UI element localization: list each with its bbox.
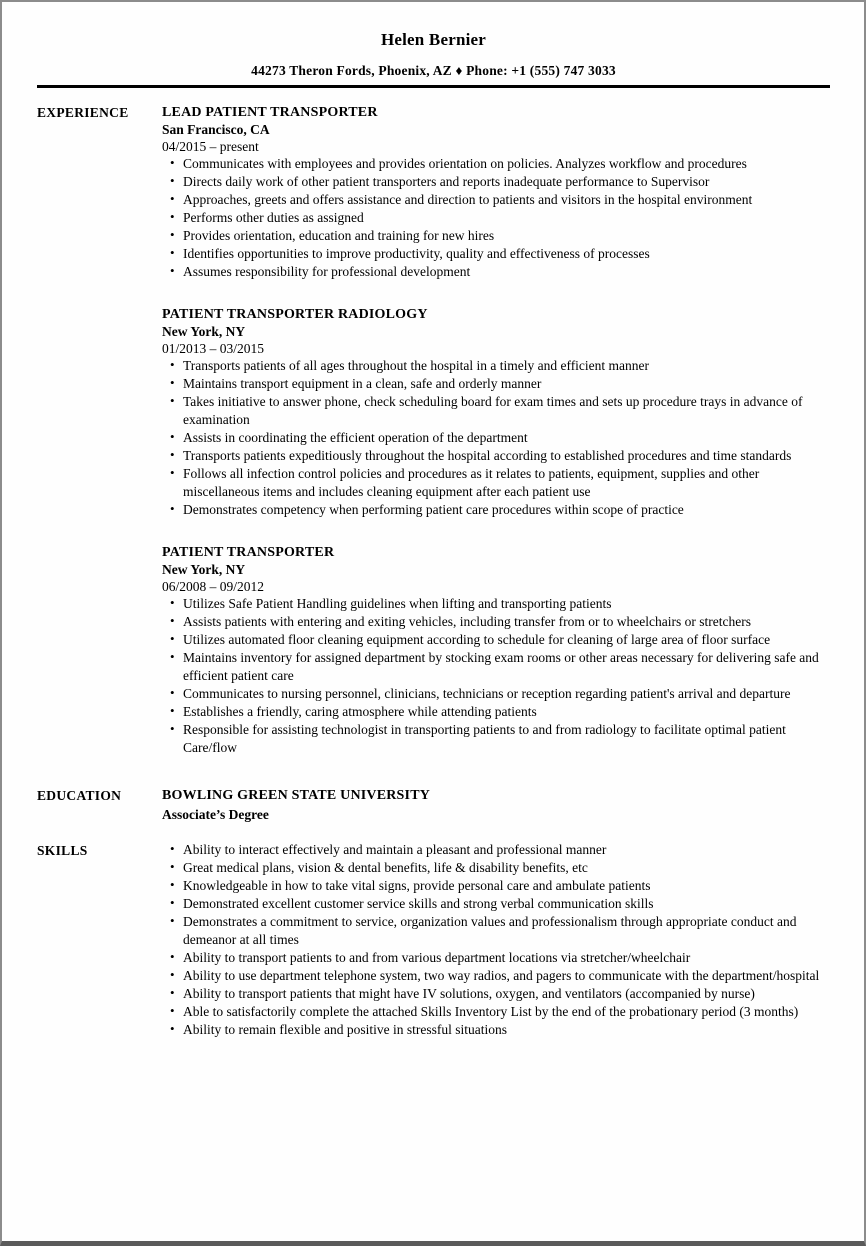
list-item: [162, 501, 830, 519]
bullet-icon: •: [170, 245, 175, 260]
list-item-text: Directs daily work of other patient transporters and reports inadequate performance to Supervisor: [183, 174, 710, 189]
bullet-icon: •: [170, 859, 175, 874]
list-item: [162, 631, 830, 649]
job-dates: 01/2013 – 03/2015: [162, 341, 265, 356]
education-degree: Associate’s Degree: [162, 807, 269, 822]
job-dates: 04/2015 – present: [162, 139, 259, 154]
list-item-text: Knowledgeable in how to take vital signs, provide personal care and ambulate patients: [183, 878, 651, 893]
bullet-icon: •: [170, 465, 175, 480]
list-item: [162, 685, 830, 703]
bullet-icon: •: [170, 1021, 175, 1036]
list-item: [162, 447, 830, 465]
experience-content: [162, 103, 830, 757]
list-item-text: Ability to interact effectively and maintain a pleasant and professional manner: [183, 842, 607, 857]
list-item-text: Transports patients expeditiously throughout the hospital according to established procedures and time standards: [183, 448, 792, 463]
list-item: [162, 985, 830, 1003]
bullet-icon: •: [170, 967, 175, 982]
skills-label: SKILLS: [37, 843, 88, 858]
bullet-icon: •: [170, 501, 175, 516]
bullet-icon: •: [170, 895, 175, 910]
list-item: [162, 191, 830, 209]
list-item-text: Follows all infection control policies and procedures as it relates to patients, equipment, supplies and other miscellaneous items and includes cleaning equipment after each patient use: [183, 466, 760, 499]
bullet-icon: •: [170, 357, 175, 372]
list-item: [162, 465, 830, 501]
bullet-icon: •: [170, 841, 175, 856]
education-school: BOWLING GREEN STATE UNIVERSITY: [162, 788, 431, 803]
job-title: PATIENT TRANSPORTER: [162, 545, 335, 560]
section-education: [37, 786, 830, 824]
list-item-text: Maintains inventory for assigned department by stocking exam rooms or other areas necessary for delivering safe and efficient patient care: [183, 650, 819, 683]
list-item: [162, 357, 830, 375]
list-item-text: Able to satisfactorily complete the attached Skills Inventory List by the end of the probationary period (3 months): [183, 1004, 799, 1019]
bullet-icon: •: [170, 429, 175, 444]
bullet-list: [162, 841, 830, 1039]
list-item: [162, 703, 830, 721]
list-item: [162, 173, 830, 191]
experience-label: EXPERIENCE: [37, 105, 129, 120]
job-title: PATIENT TRANSPORTER RADIOLOGY: [162, 307, 428, 322]
list-item-text: Utilizes automated floor cleaning equipment according to schedule for cleaning of large area of floor surface: [183, 632, 771, 647]
bullet-icon: •: [170, 263, 175, 278]
bullet-icon: •: [170, 595, 175, 610]
bullet-icon: •: [170, 631, 175, 646]
bullet-icon: •: [170, 703, 175, 718]
bullet-icon: •: [170, 685, 175, 700]
list-item: [162, 895, 830, 913]
job-entry: [162, 305, 830, 519]
list-item: [162, 429, 830, 447]
list-item-text: Establishes a friendly, caring atmosphere while attending patients: [183, 704, 537, 719]
bullet-icon: •: [170, 375, 175, 390]
bullet-icon: •: [170, 393, 175, 408]
list-item-text: Ability to transport patients to and from various department locations via stretcher/wheelchair: [183, 950, 691, 965]
list-item: [162, 1021, 830, 1039]
person-name: Helen Bernier: [380, 30, 487, 49]
list-item-text: Ability to remain flexible and positive in stressful situations: [183, 1022, 507, 1037]
bullet-icon: •: [170, 985, 175, 1000]
header-divider: [37, 85, 830, 88]
list-item-text: Maintains transport equipment in a clean, safe and orderly manner: [183, 376, 542, 391]
list-item: [162, 967, 830, 985]
bullet-icon: •: [170, 155, 175, 170]
list-item-text: Demonstrates competency when performing patient care procedures within scope of practice: [183, 502, 684, 517]
list-item: [162, 649, 830, 685]
list-item: [162, 613, 830, 631]
list-item: [162, 209, 830, 227]
list-item-text: Provides orientation, education and training for new hires: [183, 228, 495, 243]
list-item: [162, 393, 830, 429]
list-item-text: Demonstrates a commitment to service, organization values and professionalism through appropriate conduct and demeanor at all times: [183, 914, 797, 947]
job-location: San Francisco, CA: [162, 122, 270, 137]
list-item: [162, 227, 830, 245]
job-entry: [162, 103, 830, 281]
bullet-icon: •: [170, 1003, 175, 1018]
list-item-text: Approaches, greets and offers assistance and direction to patients and visitors in the hospital environment: [183, 192, 753, 207]
job-title: LEAD PATIENT TRANSPORTER: [162, 105, 378, 120]
bullet-list: [162, 357, 830, 519]
education-label: EDUCATION: [37, 788, 122, 803]
list-item: [162, 263, 830, 281]
bullet-icon: •: [170, 721, 175, 736]
list-item: [162, 245, 830, 263]
list-item: [162, 841, 830, 859]
job-location: New York, NY: [162, 562, 246, 577]
list-item: [162, 1003, 830, 1021]
list-item: [162, 913, 830, 949]
job-entry: [162, 543, 830, 757]
bullet-icon: •: [170, 173, 175, 188]
list-item-text: Performs other duties as assigned: [183, 210, 364, 225]
bullet-icon: •: [170, 209, 175, 224]
list-item-text: Transports patients of all ages throughout the hospital in a timely and efficient manner: [183, 358, 650, 373]
skills-content: [162, 841, 830, 1039]
list-item-text: Ability to use department telephone system, two way radios, and pagers to communicate with the department/hospital: [183, 968, 820, 983]
list-item-text: Assists in coordinating the efficient operation of the department: [183, 430, 528, 445]
bullet-icon: •: [170, 613, 175, 628]
list-item: [162, 155, 830, 173]
list-item-text: Great medical plans, vision & dental benefits, life & disability benefits, etc: [183, 860, 588, 875]
bullet-icon: •: [170, 913, 175, 928]
job-dates: 06/2008 – 09/2012: [162, 579, 265, 594]
bullet-icon: •: [170, 949, 175, 964]
education-content: [162, 786, 830, 824]
job-location: New York, NY: [162, 324, 246, 339]
list-item: [162, 877, 830, 895]
list-item-text: Communicates to nursing personnel, clinicians, technicians or reception regarding patient's arrival and departure: [183, 686, 791, 701]
contact-line: 44273 Theron Fords, Phoenix, AZ ♦ Phone: +1 (555) 747 3033: [251, 63, 616, 78]
list-item: [162, 949, 830, 967]
list-item-text: Ability to transport patients that might have IV solutions, oxygen, and ventilators (accompanied by nurse): [183, 986, 755, 1001]
list-item-text: Communicates with employees and provides orientation on policies. Analyzes workflow and procedures: [183, 156, 747, 171]
list-item: [162, 859, 830, 877]
list-item: [162, 721, 830, 757]
bullet-icon: •: [170, 191, 175, 206]
bullet-icon: •: [170, 227, 175, 242]
bullet-list: [162, 155, 830, 281]
section-skills: [37, 841, 830, 1039]
section-experience: [37, 103, 830, 757]
list-item-text: Responsible for assisting technologist in transporting patients to and from radiology to facilitate optimal patient Care/flow: [183, 722, 786, 755]
list-item: [162, 595, 830, 613]
list-item-text: Assists patients with entering and exiting vehicles, including transfer from or to wheelchairs or stretchers: [183, 614, 751, 629]
bullet-list: [162, 595, 830, 757]
bullet-icon: •: [170, 877, 175, 892]
bullet-icon: •: [170, 447, 175, 462]
bullet-icon: •: [170, 649, 175, 664]
list-item-text: Utilizes Safe Patient Handling guidelines when lifting and transporting patients: [183, 596, 612, 611]
list-item-text: Assumes responsibility for professional development: [183, 264, 471, 279]
list-item-text: Demonstrated excellent customer service skills and strong verbal communication skills: [183, 896, 654, 911]
list-item-text: Takes initiative to answer phone, check scheduling board for exam times and sets up procedure trays in advance of examination: [183, 394, 803, 427]
list-item: [162, 375, 830, 393]
list-item-text: Identifies opportunities to improve productivity, quality and effectiveness of processes: [183, 246, 650, 261]
